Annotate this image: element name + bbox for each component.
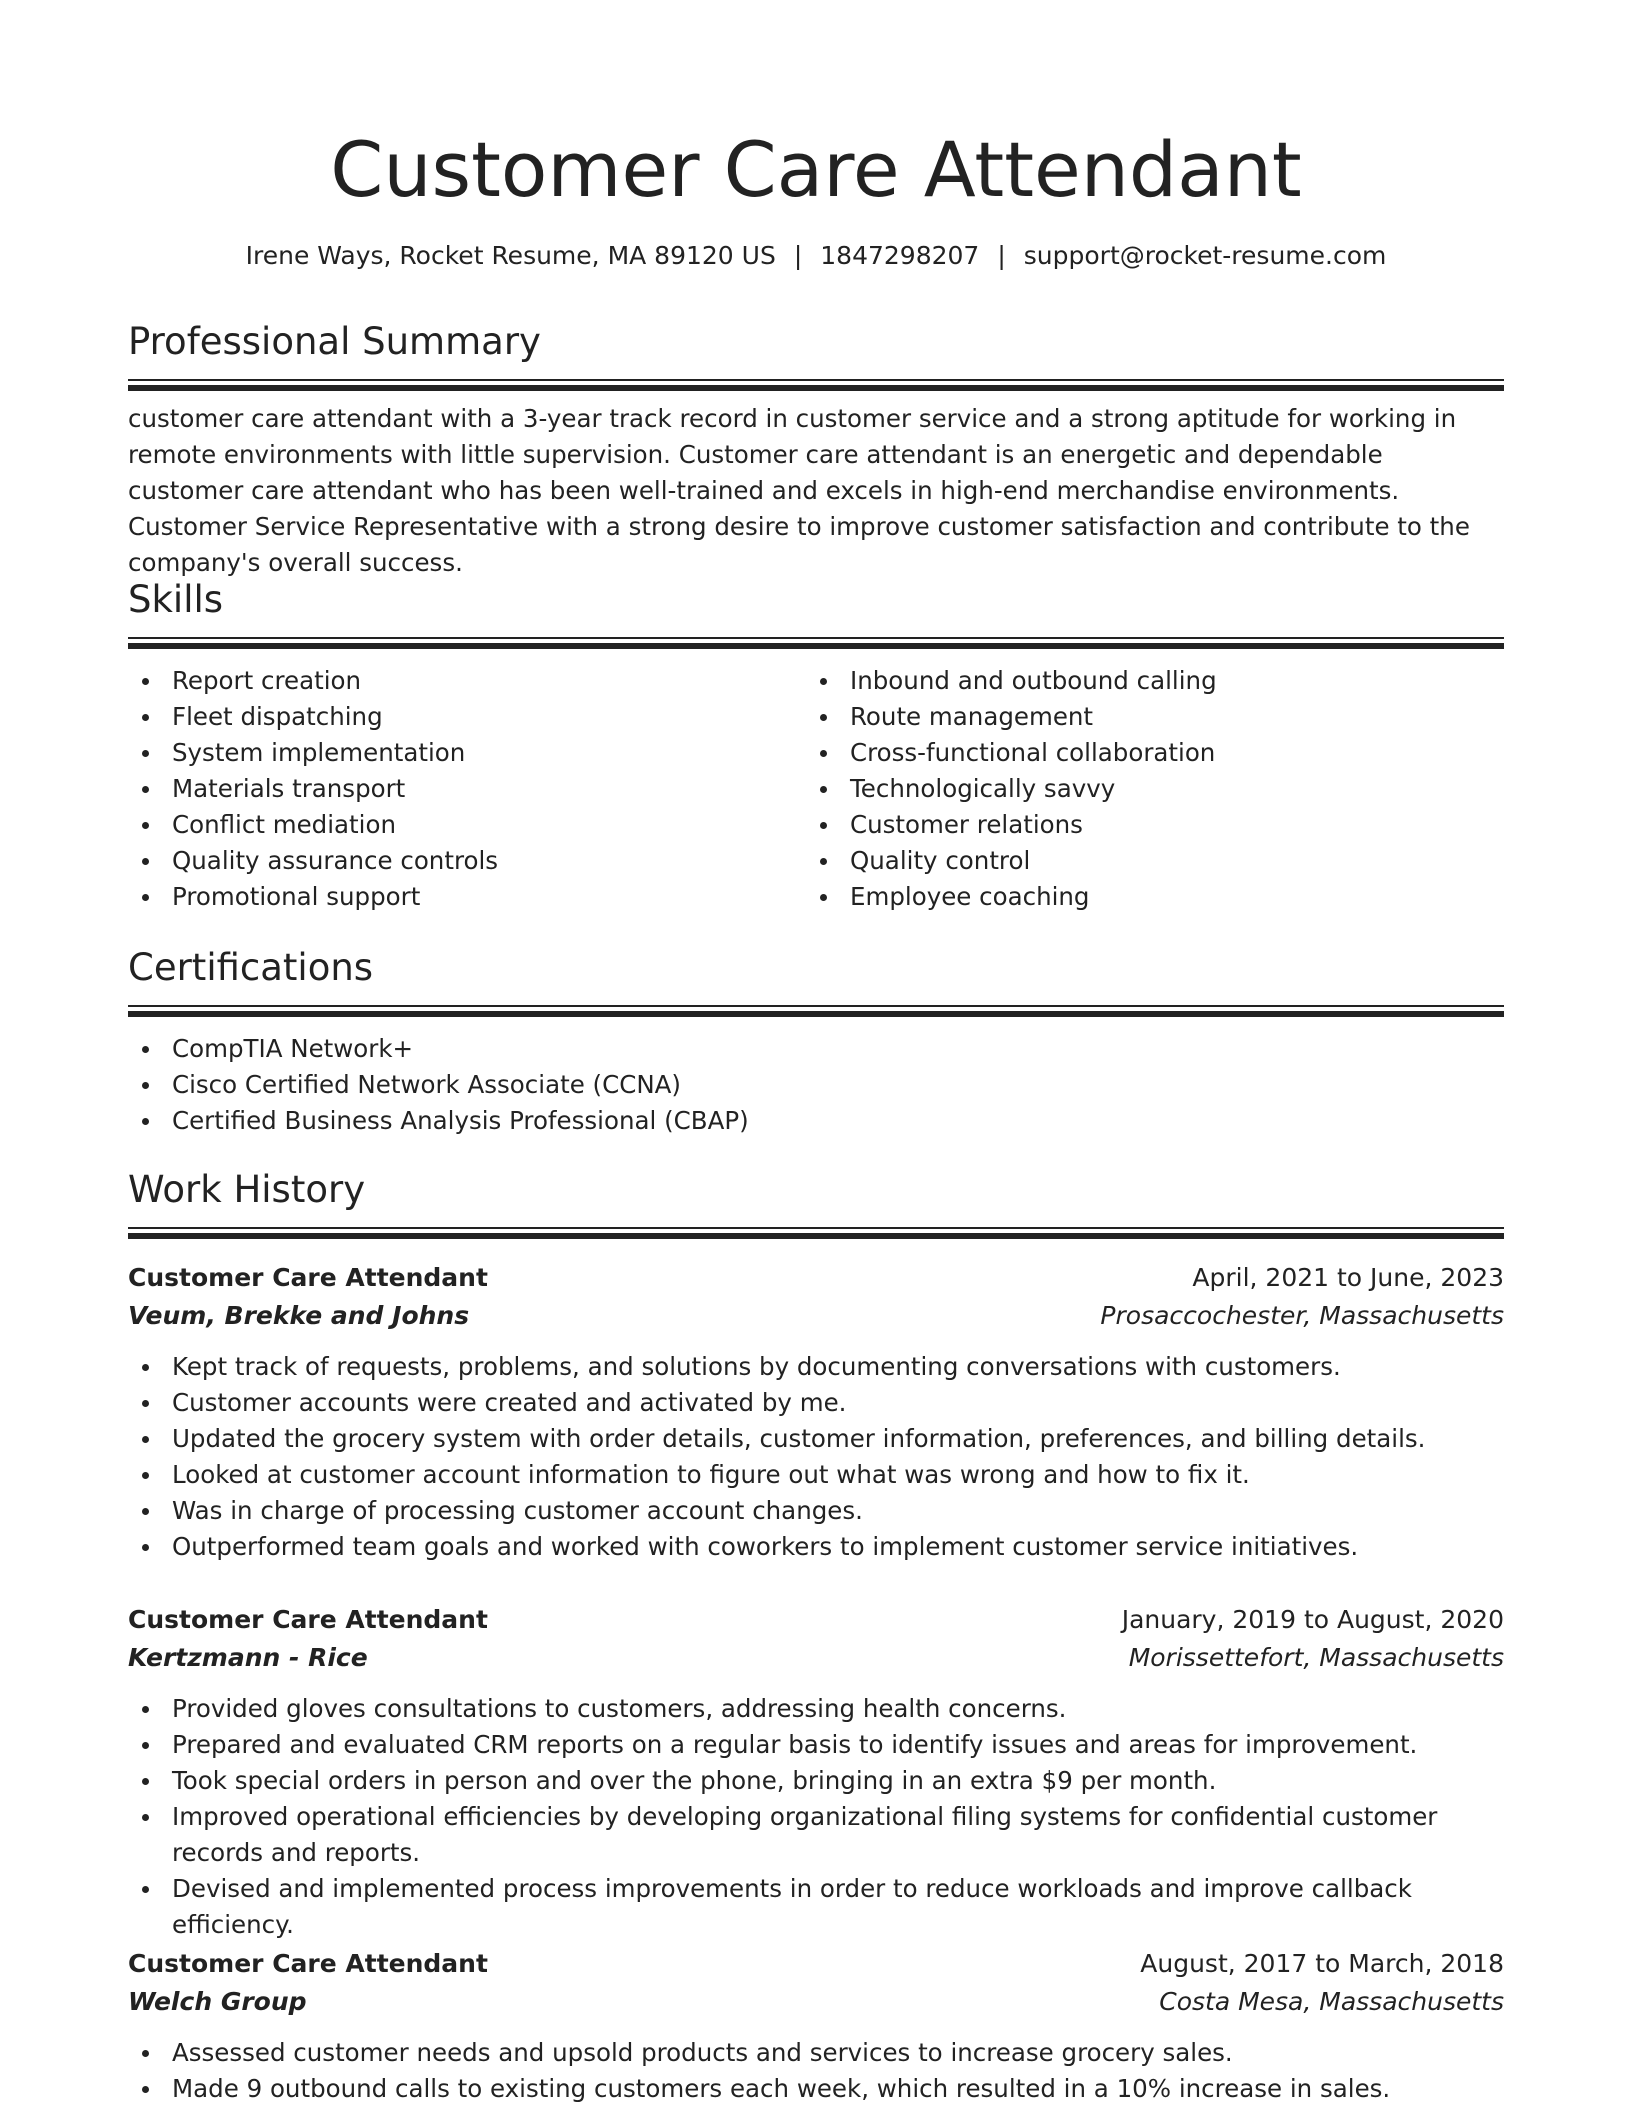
job-header-row <box>128 1601 1504 1639</box>
job-bullets <box>128 1691 1504 1943</box>
job-location: Prosaccochester, Massachusetts <box>1100 1301 1504 1330</box>
certification-item: CompTIA Network+ <box>128 1031 1504 1067</box>
certifications-heading: Certifications <box>128 946 374 989</box>
certifications-list <box>128 1031 1504 1139</box>
section-divider <box>128 1227 1504 1239</box>
skills-list-right <box>806 663 1484 915</box>
contact-line <box>128 236 1504 276</box>
contact-address: Irene Ways, Rocket Resume, MA 89120 US <box>245 241 776 270</box>
skill-item: Quality control <box>806 843 1484 879</box>
job-subheader-row <box>128 1639 1504 1677</box>
job-subheader-row <box>128 1983 1504 2021</box>
job-entry <box>128 1945 1504 2107</box>
job-bullet: Assessed customer needs and upsold products and services to increase grocery sales. <box>128 2035 1504 2071</box>
certification-item: Certified Business Analysis Professional (CBAP) <box>128 1103 1504 1139</box>
job-location: Costa Mesa, Massachusetts <box>1159 1987 1504 2016</box>
resume-title: Customer Care Attendant <box>330 125 1302 214</box>
job-company: Kertzmann - Rice <box>128 1643 368 1672</box>
job-entry <box>128 1259 1504 1565</box>
job-location: Morissettefort, Massachusetts <box>1128 1643 1504 1672</box>
job-subheader-row <box>128 1297 1504 1335</box>
job-bullet: Updated the grocery system with order details, customer information, preferences, and billing details. <box>128 1421 1504 1457</box>
skill-item: Promotional support <box>128 879 806 915</box>
job-bullets <box>128 1349 1504 1565</box>
skills-columns <box>128 663 1504 915</box>
job-header-row <box>128 1259 1504 1297</box>
job-bullet: Took special orders in person and over the phone, bringing in an extra $9 per month. <box>128 1763 1504 1799</box>
skill-item: Technologically savvy <box>806 771 1484 807</box>
job-header-row <box>128 1945 1504 1983</box>
job-bullet: Improved operational efficiencies by developing organizational filing systems for confidential customer records and reports. <box>128 1799 1504 1871</box>
skills-list-left <box>128 663 806 915</box>
skill-item: Customer relations <box>806 807 1484 843</box>
job-title: Customer Care Attendant <box>128 1605 488 1634</box>
job-bullet: Prepared and evaluated CRM reports on a regular basis to identify issues and areas for improvement. <box>128 1727 1504 1763</box>
certifications-section <box>128 943 1504 1139</box>
section-divider <box>128 637 1504 649</box>
contact-separator: | <box>793 241 803 270</box>
job-company: Veum, Brekke and Johns <box>128 1301 470 1330</box>
job-bullet: Provided gloves consultations to customers, addressing health concerns. <box>128 1691 1504 1727</box>
job-bullet: Was in charge of processing customer account changes. <box>128 1493 1504 1529</box>
certification-item: Cisco Certified Network Associate (CCNA) <box>128 1067 1504 1103</box>
job-bullet: Kept track of requests, problems, and solutions by documenting conversations with customers. <box>128 1349 1504 1385</box>
skill-item: Materials transport <box>128 771 806 807</box>
job-title: Customer Care Attendant <box>128 1263 488 1292</box>
skill-item: Fleet dispatching <box>128 699 806 735</box>
job-dates: August, 2017 to March, 2018 <box>1140 1949 1504 1978</box>
job-bullets <box>128 2035 1504 2107</box>
contact-email: support@rocket-resume.com <box>1023 241 1387 270</box>
skill-item: Inbound and outbound calling <box>806 663 1484 699</box>
job-bullet: Looked at customer account information to figure out what was wrong and how to fix it. <box>128 1457 1504 1493</box>
section-divider <box>128 1005 1504 1017</box>
contact-separator: | <box>997 241 1006 270</box>
job-bullet: Customer accounts were created and activated by me. <box>128 1385 1504 1421</box>
skill-item: Route management <box>806 699 1484 735</box>
job-bullet: Devised and implemented process improvements in order to reduce workloads and improve callback efficiency. <box>128 1871 1504 1943</box>
work-history-section <box>128 1165 1504 1239</box>
section-divider <box>128 379 1504 391</box>
job-bullet: Made 9 outbound calls to existing customers each week, which resulted in a 10% increase in sales. <box>128 2071 1504 2107</box>
job-dates: April, 2021 to June, 2023 <box>1192 1263 1504 1292</box>
summary-heading: Professional Summary <box>128 320 541 363</box>
job-bullet: Outperformed team goals and worked with coworkers to implement customer service initiatives. <box>128 1529 1504 1565</box>
job-title: Customer Care Attendant <box>128 1949 488 1978</box>
contact-phone: 1847298207 <box>820 241 980 270</box>
skill-item: System implementation <box>128 735 806 771</box>
skill-item: Conflict mediation <box>128 807 806 843</box>
summary-section <box>128 317 1504 581</box>
skill-item: Employee coaching <box>806 879 1484 915</box>
job-company: Welch Group <box>128 1987 307 2016</box>
skills-section <box>128 575 1504 915</box>
skill-item: Quality assurance controls <box>128 843 806 879</box>
skills-heading: Skills <box>128 578 224 621</box>
job-entry <box>128 1601 1504 1943</box>
job-dates: January, 2019 to August, 2020 <box>1121 1605 1504 1634</box>
skill-item: Cross-functional collaboration <box>806 735 1484 771</box>
skill-item: Report creation <box>128 663 806 699</box>
work-history-heading: Work History <box>128 1168 366 1211</box>
summary-text: customer care attendant with a 3-year track record in customer service and a strong aptitude for working in remote environments with little supervision. Customer care attendant is an energetic and dependable customer care attendant who has been well-trained and excels in high-end merchandise environments. Customer Service Representative with a strong desire to improve customer satisfaction and contribute to the company's overall success. <box>128 404 1470 577</box>
